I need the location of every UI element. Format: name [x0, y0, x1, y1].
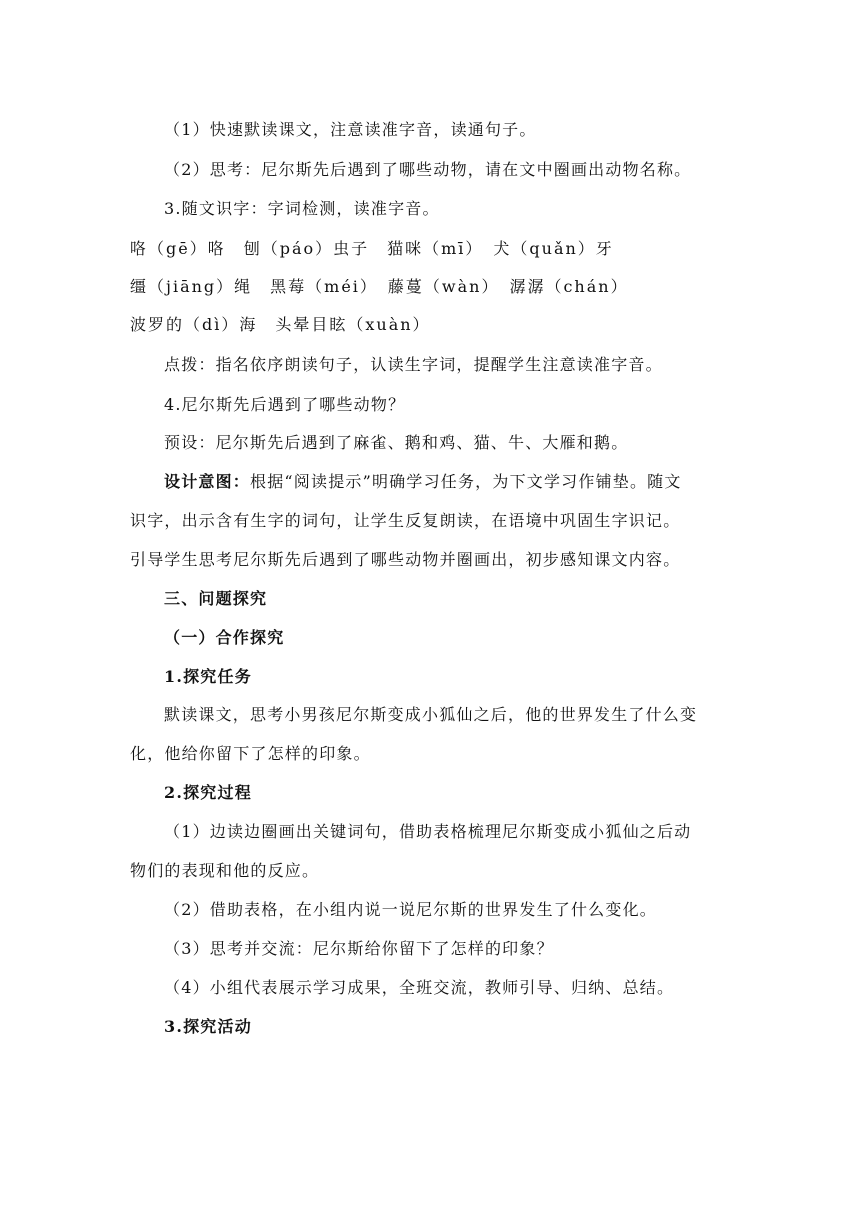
- section-heading: 三、问题探究: [164, 589, 268, 608]
- tip-paragraph: 点拨：指名依序朗读句子，认读生字词，提醒学生注意读准字音。: [164, 355, 663, 374]
- design-intent-line-3: 引导学生思考尼尔斯先后遇到了哪些动物并圈画出，初步感知课文内容。: [130, 550, 681, 569]
- process-step-2: （2）借助表格，在小组内说一说尼尔斯的世界发生了什么变化。: [164, 900, 657, 919]
- preset-answer: 预设：尼尔斯先后遇到了麻雀、鹅和鸡、猫、牛、大雁和鹅。: [164, 433, 629, 452]
- vocab-line-2: 缰（jiāng）绳 黑莓（méi） 藤蔓（wàn） 潺潺（chán）: [130, 277, 629, 296]
- task-heading: 1.探究任务: [164, 667, 252, 686]
- task-line-2: 化，他给你留下了怎样的印象。: [130, 744, 371, 763]
- design-intent-text-1: 根据“阅读提示”明确学习任务，为下文学习作铺垫。随文: [250, 472, 682, 491]
- process-step-4: （4）小组代表展示学习成果，全班交流，教师引导、归纳、总结。: [164, 978, 675, 997]
- task-line-1: 默读课文，思考小男孩尼尔斯变成小狐仙之后，他的世界发生了什么变: [164, 705, 698, 724]
- process-step-1-line-1: （1）边读边圈画出关键词句，借助表格梳理尼尔斯变成小狐仙之后动: [164, 822, 692, 841]
- process-step-3: （3）思考并交流：尼尔斯给你留下了怎样的印象？: [164, 939, 554, 958]
- process-step-1-line-2: 物们的表现和他的反应。: [130, 861, 320, 880]
- reading-step-2: （2）思考：尼尔斯先后遇到了哪些动物，请在文中圈画出动物名称。: [164, 160, 692, 179]
- vocab-line-3: 波罗的（dì）海 头晕目眩（xuàn）: [130, 315, 431, 334]
- design-intent-label: 设计意图：: [164, 472, 251, 491]
- vocab-line-1: 咯（gē）咯 刨（páo）虫子 猫咪（mī） 犬（quǎn）牙: [130, 239, 614, 258]
- subsection-heading: （一）合作探究: [164, 628, 285, 647]
- reading-step-1: （1）快速默读课文，注意读准字音，读通句子。: [164, 120, 537, 139]
- design-intent-line-1: [164, 472, 764, 492]
- vocab-heading: 3.随文识字：字词检测，读准字音。: [164, 199, 440, 218]
- question-4: 4.尼尔斯先后遇到了哪些动物？: [164, 395, 406, 414]
- process-heading: 2.探究过程: [164, 783, 252, 802]
- activity-heading: 3.探究活动: [164, 1017, 252, 1036]
- design-intent-line-2: 识字，出示含有生字的词句，让学生反复朗读，在语境中巩固生字识记。: [130, 511, 681, 530]
